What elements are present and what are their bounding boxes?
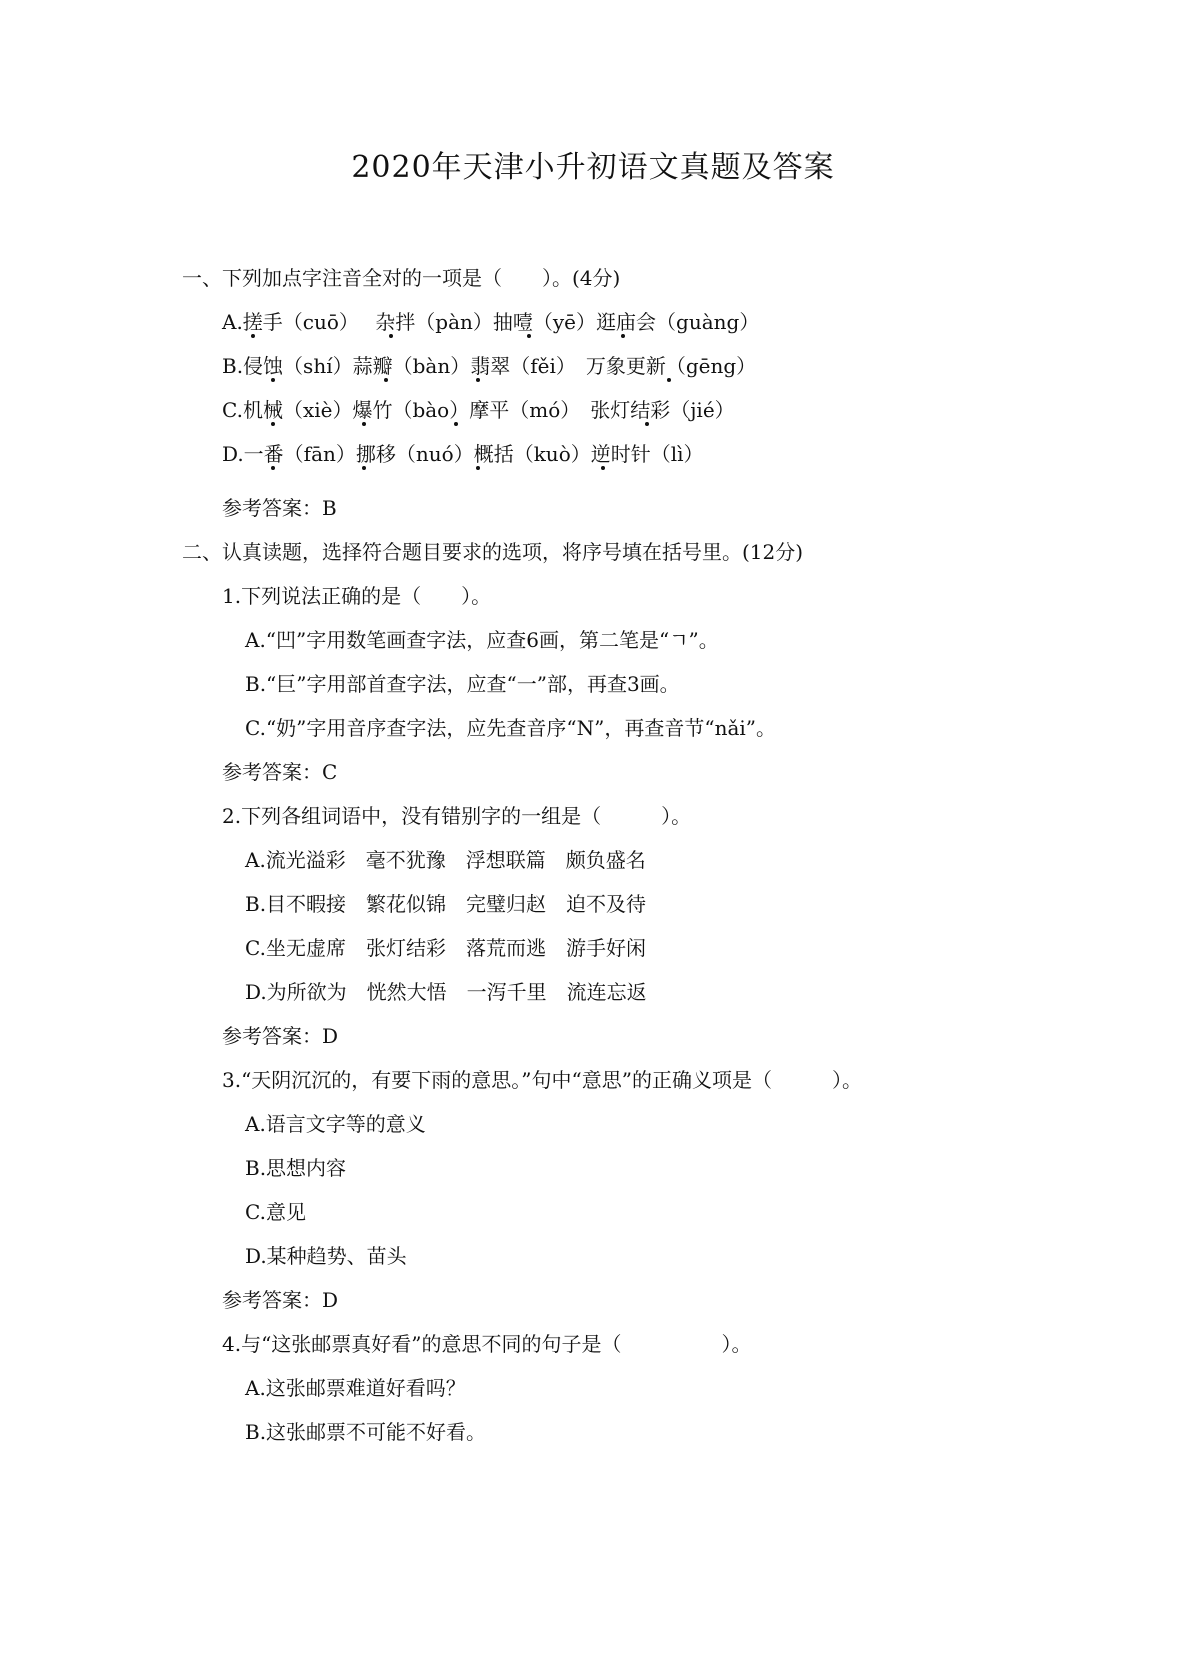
emphasis-dot — [271, 378, 275, 382]
question-1-option-d: D.一番（fān）挪移（nuó）概括（kuò）逆时针（lì） — [222, 442, 704, 466]
emphasis-dot — [476, 466, 480, 470]
question-1-answer: 参考答案：B — [222, 496, 337, 520]
question-1-option-a: A.搓手（cuō） 杂拌（pàn）抽噎（yē）逛庙会（guàng） — [222, 310, 760, 334]
emphasis-dot — [271, 466, 275, 470]
question-2-3-option-a: A.语言文字等的意义 — [245, 1112, 426, 1136]
emphasis-dot — [645, 422, 649, 426]
question-2-4-stem: 4.与“这张邮票真好看”的意思不同的句子是（ ）。 — [222, 1332, 752, 1356]
emphasis-dot — [362, 422, 366, 426]
emphasis-dot — [362, 466, 366, 470]
page-title: 2020年天津小升初语文真题及答案 — [351, 150, 835, 185]
emphasis-dot — [476, 378, 480, 382]
question-2-4-option-b: B.这张邮票不可能不好看。 — [245, 1420, 487, 1444]
question-2-3-option-c: C.意见 — [245, 1200, 306, 1224]
question-2-2-option-d: D.为所欲为 恍然大悟 一泻千里 流连忘返 — [245, 980, 647, 1004]
emphasis-dot — [251, 334, 255, 338]
question-1-stem: 一、下列加点字注音全对的一项是（ ）。(4分) — [182, 266, 621, 290]
question-2-2-option-a: A.流光溢彩 毫不犹豫 浮想联篇 颇负盛名 — [245, 848, 646, 872]
question-2-2-answer: 参考答案：D — [222, 1024, 339, 1048]
question-1-option-c: C.机械（xiè）爆竹（bào）摩平（mó） 张灯结彩（jié） — [222, 398, 735, 422]
emphasis-dot — [667, 378, 671, 382]
question-2-3-answer: 参考答案：D — [222, 1288, 339, 1312]
question-1-option-b: B.侵蚀（shí）蒜瓣（bàn）翡翠（fěi） 万象更新（gēng） — [222, 354, 757, 378]
question-2-2-option-c: C.坐无虚席 张灯结彩 落荒而逃 游手好闲 — [245, 936, 646, 960]
question-2-2-option-b: B.目不暇接 繁花似锦 完璧归赵 迫不及待 — [245, 892, 647, 916]
question-2-3-stem: 3.“天阴沉沉的，有要下雨的意思。”句中“意思”的正确义项是（ ）。 — [222, 1068, 862, 1092]
emphasis-dot — [271, 422, 275, 426]
question-2-1-answer: 参考答案：C — [222, 760, 338, 784]
emphasis-dot — [384, 378, 388, 382]
question-2-stem: 二、认真读题，选择符合题目要求的选项，将序号填在括号里。(12分) — [182, 540, 804, 564]
emphasis-dot — [454, 422, 458, 426]
question-2-3-option-d: D.某种趋势、苗头 — [245, 1244, 407, 1268]
question-2-1-option-c: C.“奶”字用音序查字法，应先查音序“N”，再查音节“nǎi”。 — [245, 716, 776, 740]
emphasis-dot — [389, 334, 393, 338]
question-2-2-stem: 2.下列各组词语中，没有错别字的一组是（ ）。 — [222, 804, 692, 828]
emphasis-dot — [621, 334, 625, 338]
emphasis-dot — [527, 334, 531, 338]
emphasis-dot — [601, 466, 605, 470]
question-2-1-stem: 1.下列说法正确的是（ ）。 — [222, 584, 492, 608]
question-2-1-option-b: B.“巨”字用部首查字法，应查“一”部，再查3画。 — [245, 672, 680, 696]
question-2-4-option-a: A.这张邮票难道好看吗？ — [245, 1376, 466, 1400]
question-2-3-option-b: B.思想内容 — [245, 1156, 347, 1180]
question-2-1-option-a: A.“凹”字用数笔画查字法，应查6画，第二笔是“ㄱ”。 — [245, 628, 719, 652]
